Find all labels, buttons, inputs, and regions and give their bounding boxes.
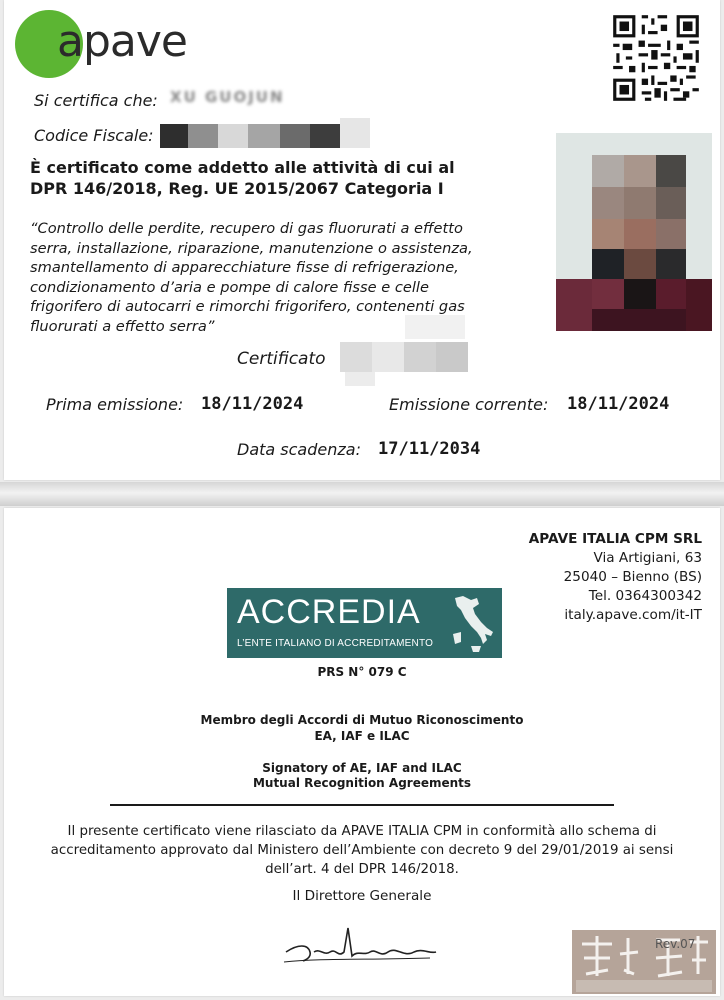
member-line-1: Membro degli Accordi di Mutuo Riconoscimento <box>200 713 524 727</box>
address-street: Via Artigiani, 63 <box>593 550 702 566</box>
company-website: italy.apave.com/it-IT <box>564 607 702 623</box>
accredia-title: ACCREDIA <box>237 593 421 631</box>
holder-photo-pixelated <box>556 133 712 331</box>
accredia-subtitle: L’ENTE ITALIANO DI ACCREDITAMENTO <box>237 638 434 649</box>
holder-name: XU GUOJUN <box>170 88 285 106</box>
compliance-statement: Il presente certificato viene rilasciato da APAVE ITALIA CPM in conformità allo schema di accreditamento approvato dal Ministero dell’Ambiente con decreto 9 del 29/01/2019 ai sensi dell’art. 4 del DPR 146/2018. <box>50 824 674 877</box>
separator-line <box>110 804 614 806</box>
company-address-block <box>529 530 702 625</box>
expiry-label: Data scadenza: <box>237 440 361 459</box>
member-line-2: EA, IAF e ILAC <box>314 729 410 743</box>
director-title: Il Direttore Generale <box>292 888 432 904</box>
certificate-label: Certificato <box>237 349 326 369</box>
tax-code-label: Codice Fiscale: <box>34 126 154 145</box>
first-issue-label: Prima emissione: <box>46 395 184 414</box>
expiry-date: 17/11/2034 <box>378 439 481 459</box>
revision-label: Rev.07 <box>655 937 696 951</box>
prs-number: PRS N° 079 C <box>317 665 407 679</box>
certifies-label: Si certifica che: <box>34 91 158 110</box>
redaction-patch <box>405 315 465 339</box>
current-issue-date: 18/11/2024 <box>567 394 670 414</box>
signatory-line-1: Signatory of AE, IAF and ILAC <box>262 761 462 775</box>
accredia-logo <box>227 588 502 658</box>
certification-heading: È certificato come addetto alle attività di cui al DPR 146/2018, Reg. UE 2015/2067 Categoria I <box>30 158 455 198</box>
director-signature <box>280 922 440 968</box>
current-issue-label: Emissione corrente: <box>389 395 549 414</box>
first-issue-date: 18/11/2024 <box>201 394 304 414</box>
italy-map-icon <box>449 594 497 654</box>
scope-description: “Controllo delle perdite, recupero di gas fluorurati a effetto serra, installazione, riparazione, manutenzione o assistenza, smantellamento di apparecchiature fisse di refrigerazione, condizionamento d’aria e pompe di calore fisse e celle frigorifero di autocarri e rimorchi frigorifero, contenenti gas fluorurati a effetto serra” <box>30 220 473 335</box>
apave-logo-text: apave <box>57 16 187 67</box>
page-divider <box>0 482 724 506</box>
address-city: 25040 – Bienno (BS) <box>563 569 702 585</box>
qr-code-icon <box>610 12 702 104</box>
company-phone: Tel. 0364300342 <box>588 588 702 604</box>
company-name: APAVE ITALIA CPM SRL <box>528 531 702 547</box>
signatory-line-2: Mutual Recognition Agreements <box>252 776 472 790</box>
